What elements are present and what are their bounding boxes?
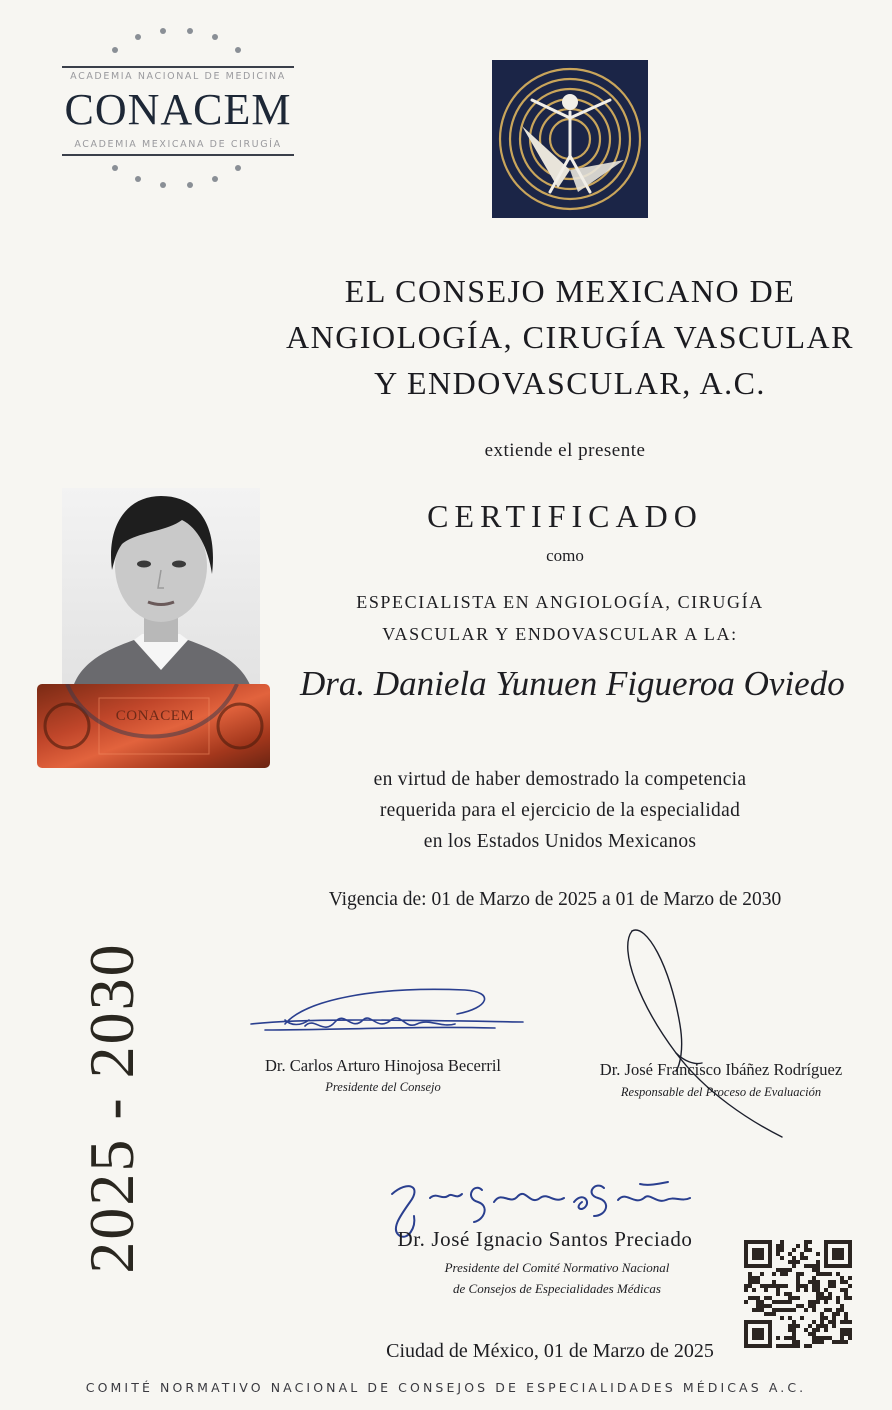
recipient-name: Dra. Daniela Yunuen Figueroa Oviedo bbox=[300, 664, 845, 703]
signatory-2-role: Responsable del Proceso de Evaluación bbox=[620, 1085, 822, 1099]
signatory-1-name: Dr. Carlos Arturo Hinojosa Becerril bbox=[265, 1056, 501, 1075]
intro-text: extiende el presente bbox=[484, 440, 646, 461]
signatory-2-name: Dr. José Francisco Ibáñez Rodríguez bbox=[599, 1060, 843, 1079]
validity-period: Vigencia de: 01 de Marzo de 2025 a 01 de Marzo de 2030 bbox=[328, 889, 782, 910]
signature-2 bbox=[610, 925, 790, 1140]
logo-rule-top bbox=[62, 66, 294, 68]
certificate-title: CERTIFICADO bbox=[427, 498, 703, 534]
council-emblem bbox=[492, 60, 648, 218]
signatory-1-role: Presidente del Consejo bbox=[325, 1080, 441, 1094]
council-name-line-2: ANGIOLOGÍA, CIRUGÍA VASCULAR bbox=[286, 319, 854, 355]
portrait-photo bbox=[62, 488, 260, 690]
signatory-3-role-line-2: de Consejos de Especialidades Médicas bbox=[453, 1281, 661, 1296]
logo-rule-bottom bbox=[62, 154, 294, 156]
conacem-logo bbox=[60, 26, 296, 196]
logo-brand: CONACEM bbox=[64, 85, 292, 134]
specialty-text bbox=[300, 586, 820, 650]
footer-committee: COMITÉ NORMATIVO NACIONAL DE CONSEJOS DE ESPECIALIDADES MÉDICAS A.C. bbox=[85, 1380, 807, 1395]
validity-years-text: 2025 - 2030 bbox=[76, 942, 147, 1274]
competence-line-3: en los Estados Unidos Mexicanos bbox=[423, 831, 697, 852]
hologram-seal bbox=[37, 684, 270, 768]
logo-dots-bottom bbox=[60, 164, 296, 194]
specialty-line-2: VASCULAR Y ENDOVASCULAR A LA: bbox=[382, 624, 738, 644]
specialty-line-1: ESPECIALISTA EN ANGIOLOGÍA, CIRUGÍA bbox=[356, 592, 764, 612]
competence-line-2: requerida para el ejercicio de la especialidad bbox=[379, 800, 741, 821]
signature-1 bbox=[245, 980, 530, 1050]
council-name-line-3: Y ENDOVASCULAR, A.C. bbox=[374, 365, 766, 401]
council-name bbox=[260, 268, 880, 406]
logo-dots-top bbox=[60, 26, 296, 56]
council-name-line-1: EL CONSEJO MEXICANO DE bbox=[344, 273, 796, 309]
competence-text bbox=[310, 764, 810, 857]
competence-line-1: en virtud de haber demostrado la competencia bbox=[373, 769, 747, 790]
place-and-date: Ciudad de México, 01 de Marzo de 2025 bbox=[386, 1340, 714, 1362]
logo-academy-surgery: ACADEMIA MEXICANA DE CIRUGÍA bbox=[74, 139, 282, 150]
signatory-3-role-line-1: Presidente del Comité Normativo Nacional bbox=[444, 1260, 670, 1275]
como-text: como bbox=[546, 546, 584, 565]
signatory-3-role bbox=[392, 1257, 722, 1299]
verification-qr-code[interactable] bbox=[744, 1240, 852, 1348]
signatory-3-name: Dr. José Ignacio Santos Preciado bbox=[397, 1227, 693, 1251]
logo-academy-medicine: ACADEMIA NACIONAL DE MEDICINA bbox=[70, 71, 286, 82]
hologram-label: CONACEM bbox=[115, 708, 195, 724]
